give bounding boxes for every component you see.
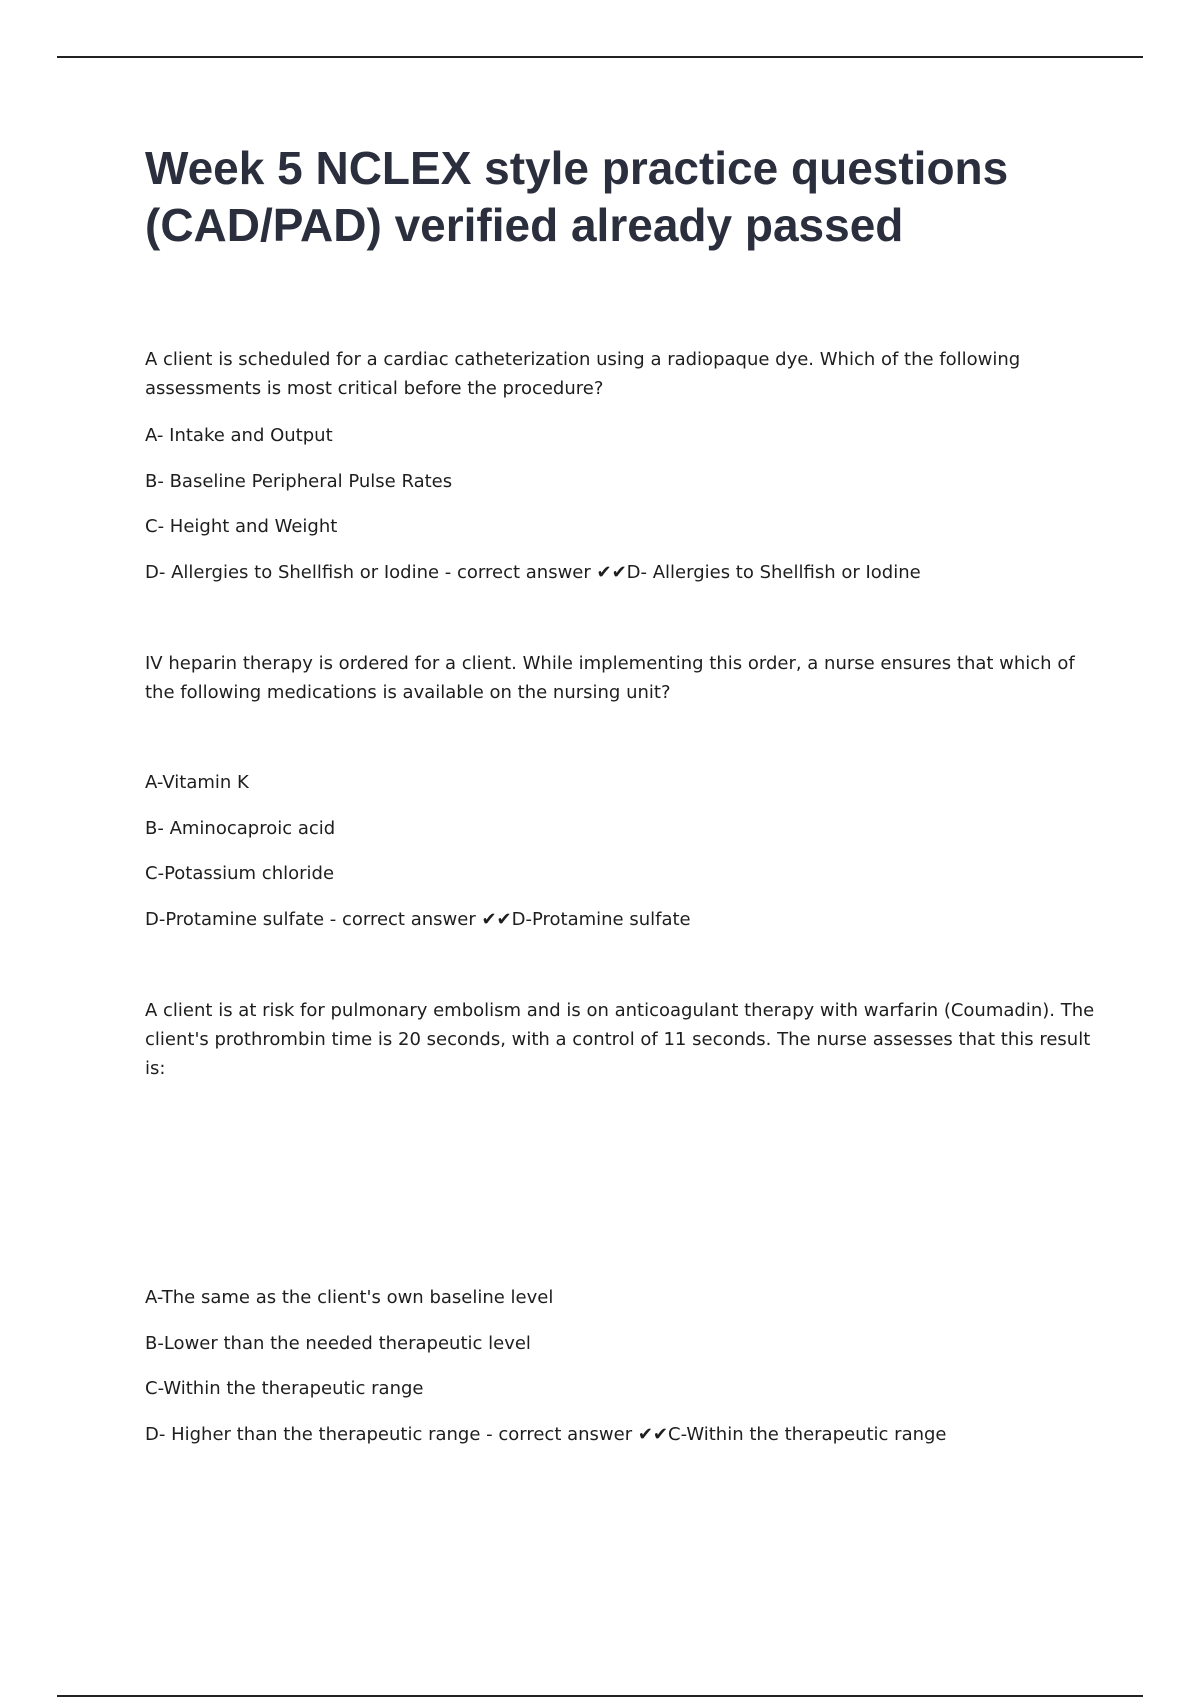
question-2-option-a: A-Vitamin K [145, 772, 249, 793]
question-2-option-c: C-Potassium chloride [145, 863, 335, 884]
question-3-option-a: A-The same as the client's own baseline level [145, 1287, 554, 1308]
question-2-prompt: IV heparin therapy is ordered for a client. While implementing this order, a nurse ensures that which of the following medications is available on the nursing unit? [145, 653, 1075, 703]
question-3-option-d: D- Higher than the therapeutic range - correct answer ✔✔C-Within the therapeutic range [145, 1424, 947, 1445]
question-2-option-d: D-Protamine sulfate - correct answer ✔✔D-Protamine sulfate [145, 909, 691, 930]
question-1-option-d: D- Allergies to Shellfish or Iodine - correct answer ✔✔D- Allergies to Shellfish or Iodine [145, 562, 921, 583]
question-3-prompt: A client is at risk for pulmonary embolism and is on anticoagulant therapy with warfarin (Coumadin). The client's prothrombin time is 20 seconds, with a control of 11 seconds. The nurse assesses that this result is: [145, 1000, 1095, 1079]
question-3-option-b: B-Lower than the needed therapeutic level [145, 1333, 531, 1354]
question-1-option-a: A- Intake and Output [145, 425, 333, 446]
document-title: Week 5 NCLEX style practice questions (CAD/PAD) verified already passed [145, 142, 1009, 251]
top-divider [57, 56, 1143, 58]
bottom-divider [57, 1695, 1143, 1697]
question-1-prompt: A client is scheduled for a cardiac catheterization using a radiopaque dye. Which of the following assessments is most critical before the procedure? [145, 349, 1021, 399]
question-1-option-b: B- Baseline Peripheral Pulse Rates [145, 471, 453, 492]
question-1-option-c: C- Height and Weight [145, 516, 338, 537]
question-2-option-b: B- Aminocaproic acid [145, 818, 336, 839]
question-3-option-c: C-Within the therapeutic range [145, 1378, 424, 1399]
